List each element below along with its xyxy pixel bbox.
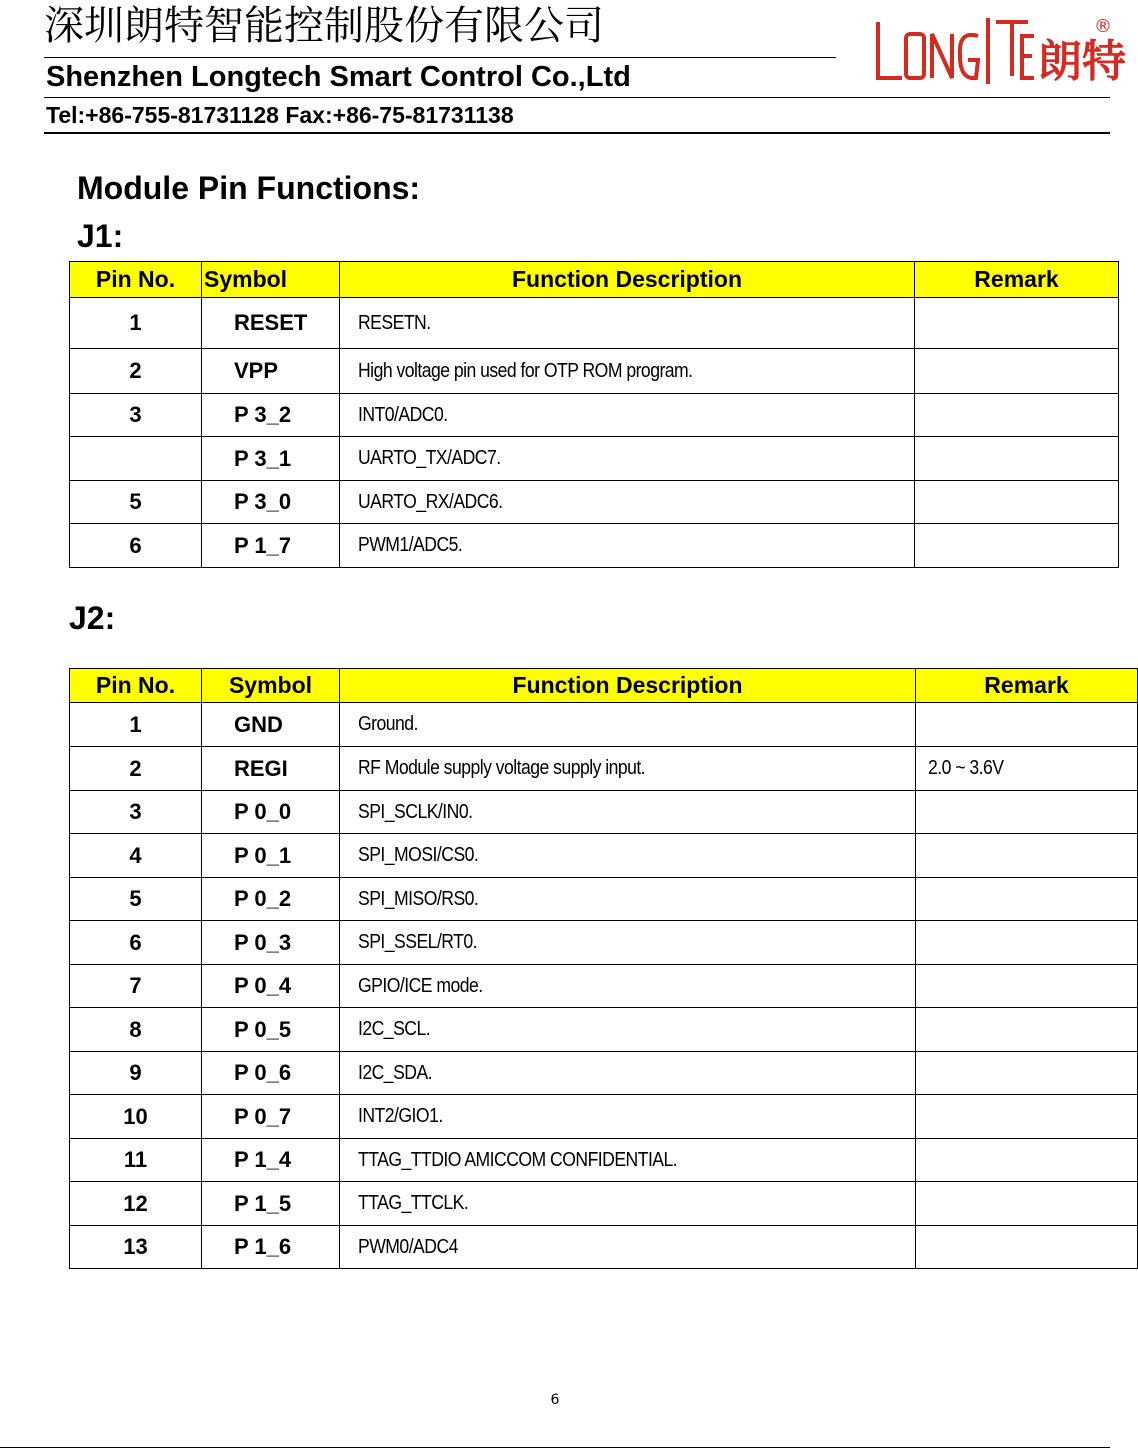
function-description-cell-text: UARTO_RX/ADC6. — [358, 490, 503, 513]
table-row — [70, 1008, 1138, 1052]
function-description-cell-text: RF Module supply voltage supply input. — [358, 757, 646, 779]
j2-header-row — [70, 669, 1138, 703]
table-row — [70, 1052, 1138, 1095]
function-description-cell-text: INT2/GIO1. — [358, 1105, 443, 1127]
j1-col-symbol: Symbol — [202, 262, 340, 298]
symbol-cell: P 1_5 — [202, 1182, 340, 1226]
symbol-cell: GND — [202, 703, 340, 747]
j1-pin-table — [69, 261, 1119, 568]
remark-cell-text: 2.0 ~ 3.6V — [928, 757, 1004, 779]
remark-cell — [916, 878, 1138, 921]
function-description-cell-text: SPI_SSEL/RT0. — [358, 931, 478, 953]
table-row — [70, 921, 1138, 965]
function-description-cell — [340, 703, 916, 747]
pin-number-cell: 10 — [70, 1095, 202, 1139]
remark-cell — [915, 524, 1119, 568]
table-row — [70, 791, 1138, 834]
remark-cell — [915, 349, 1119, 394]
table-row — [70, 834, 1138, 878]
company-name-english: Shenzhen Longtech Smart Control Co.,Ltd — [46, 61, 631, 93]
contact-info: Tel:+86-755-81731128 Fax:+86-75-81731138 — [46, 102, 514, 128]
function-description-cell-text: TTAG_TTDIO AMICCOM CONFIDENTIAL. — [358, 1148, 678, 1171]
j2-pin-table — [69, 668, 1138, 1269]
function-description-cell — [340, 1095, 916, 1139]
pin-number-cell: 9 — [70, 1052, 202, 1095]
pin-number-cell: 5 — [70, 481, 202, 524]
function-description-cell-text: UARTO_TX/ADC7. — [358, 447, 501, 469]
table-row — [70, 965, 1138, 1008]
longtech-logo — [862, 4, 1126, 90]
pin-number-cell — [70, 437, 202, 481]
remark-cell — [916, 1008, 1138, 1052]
function-description-cell — [340, 878, 916, 921]
symbol-cell: P 0_1 — [202, 834, 340, 878]
function-description-cell — [340, 1008, 916, 1052]
pin-number-cell: 13 — [70, 1226, 202, 1269]
remark-cell — [916, 747, 1138, 791]
remark-cell — [915, 394, 1119, 437]
header-rule-3 — [44, 132, 1110, 134]
function-description-cell — [340, 524, 915, 568]
function-description-cell — [340, 747, 916, 791]
table-row — [70, 703, 1138, 747]
function-description-cell-text: Ground. — [358, 713, 418, 735]
symbol-cell: P 3_2 — [202, 394, 340, 437]
symbol-cell: P 3_0 — [202, 481, 340, 524]
pin-number-cell: 12 — [70, 1182, 202, 1226]
table-row — [70, 349, 1119, 394]
remark-cell — [916, 965, 1138, 1008]
symbol-cell: P 0_5 — [202, 1008, 340, 1052]
company-name-chinese: 深圳朗特智能控制股份有限公司 — [44, 3, 604, 49]
j2-col-remark: Remark — [916, 669, 1138, 703]
j1-header-row — [70, 262, 1119, 298]
page-number: 6 — [550, 1392, 560, 1408]
function-description-cell-text: GPIO/ICE mode. — [358, 974, 483, 997]
function-description-cell-text: High voltage pin used for OTP ROM program. — [358, 359, 693, 382]
remark-cell — [916, 1226, 1138, 1269]
j2-label: J2: — [69, 600, 116, 636]
function-description-cell — [340, 349, 915, 394]
function-description-cell-text: RESETN. — [358, 311, 431, 334]
function-description-cell-text: SPI_MISO/RS0. — [358, 887, 479, 910]
remark-cell — [916, 791, 1138, 834]
page-title: Module Pin Functions: — [77, 170, 421, 206]
remark-cell — [916, 921, 1138, 965]
function-description-cell — [340, 921, 916, 965]
remark-cell — [916, 1052, 1138, 1095]
function-description-cell — [340, 834, 916, 878]
remark-cell — [916, 1139, 1138, 1182]
table-row — [70, 437, 1119, 481]
pin-number-cell: 1 — [70, 298, 202, 349]
function-description-cell — [340, 481, 915, 524]
j1-col-remark: Remark — [915, 262, 1119, 298]
footer-rule — [0, 1447, 1110, 1448]
remark-cell — [915, 481, 1119, 524]
pin-number-cell: 7 — [70, 965, 202, 1008]
remark-cell — [916, 834, 1138, 878]
symbol-cell: P 0_3 — [202, 921, 340, 965]
symbol-cell: P 0_6 — [202, 1052, 340, 1095]
j2-col-symbol: Symbol — [202, 669, 340, 703]
function-description-cell-text: INT0/ADC0. — [358, 403, 448, 426]
function-description-cell — [340, 437, 915, 481]
pin-number-cell: 4 — [70, 834, 202, 878]
function-description-cell-text: I2C_SDA. — [358, 1061, 433, 1084]
function-description-cell — [340, 1052, 916, 1095]
symbol-cell: REGI — [202, 747, 340, 791]
pin-number-cell: 3 — [70, 394, 202, 437]
symbol-cell: P 0_4 — [202, 965, 340, 1008]
pin-number-cell: 3 — [70, 791, 202, 834]
function-description-cell — [340, 791, 916, 834]
symbol-cell: P 0_0 — [202, 791, 340, 834]
table-row — [70, 524, 1119, 568]
remark-cell — [916, 703, 1138, 747]
table-row — [70, 1182, 1138, 1226]
remark-cell — [915, 298, 1119, 349]
pin-number-cell: 11 — [70, 1139, 202, 1182]
j2-col-pin: Pin No. — [70, 669, 202, 703]
table-row — [70, 1139, 1138, 1182]
table-row — [70, 298, 1119, 349]
symbol-cell: P 0_7 — [202, 1095, 340, 1139]
function-description-cell-text: PWM0/ADC4 — [358, 1235, 458, 1258]
table-row — [70, 878, 1138, 921]
table-row — [70, 1226, 1138, 1269]
function-description-cell-text: TTAG_TTCLK. — [358, 1192, 469, 1214]
logo-chinese-text: 朗特 — [1038, 36, 1126, 87]
function-description-cell-text: PWM1/ADC5. — [358, 534, 463, 556]
j2-col-description: Function Description — [340, 669, 916, 703]
registered-mark: ® — [1094, 16, 1112, 37]
table-row — [70, 481, 1119, 524]
function-description-cell-text: SPI_MOSI/CS0. — [358, 844, 479, 866]
remark-cell — [916, 1182, 1138, 1226]
function-description-cell-text: SPI_SCLK/IN0. — [358, 800, 473, 823]
function-description-cell-text: I2C_SCL. — [358, 1018, 431, 1040]
pin-number-cell: 2 — [70, 349, 202, 394]
header-rule-2 — [44, 97, 1110, 98]
table-row — [70, 1095, 1138, 1139]
function-description-cell — [340, 298, 915, 349]
j1-col-description: Function Description — [340, 262, 915, 298]
j1-col-pin: Pin No. — [70, 262, 202, 298]
remark-cell — [915, 437, 1119, 481]
symbol-cell: P 0_2 — [202, 878, 340, 921]
symbol-cell: P 3_1 — [202, 437, 340, 481]
pin-number-cell: 6 — [70, 524, 202, 568]
function-description-cell — [340, 965, 916, 1008]
function-description-cell — [340, 1182, 916, 1226]
header-rule-1 — [44, 57, 836, 58]
symbol-cell: P 1_6 — [202, 1226, 340, 1269]
symbol-cell: VPP — [202, 349, 340, 394]
pin-number-cell: 8 — [70, 1008, 202, 1052]
j1-label: J1: — [77, 218, 124, 254]
function-description-cell — [340, 1226, 916, 1269]
pin-number-cell: 2 — [70, 747, 202, 791]
symbol-cell: RESET — [202, 298, 340, 349]
function-description-cell — [340, 1139, 916, 1182]
symbol-cell: P 1_7 — [202, 524, 340, 568]
table-row — [70, 747, 1138, 791]
remark-cell — [916, 1095, 1138, 1139]
table-row — [70, 394, 1119, 437]
pin-number-cell: 5 — [70, 878, 202, 921]
pin-number-cell: 6 — [70, 921, 202, 965]
symbol-cell: P 1_4 — [202, 1139, 340, 1182]
function-description-cell — [340, 394, 915, 437]
pin-number-cell: 1 — [70, 703, 202, 747]
